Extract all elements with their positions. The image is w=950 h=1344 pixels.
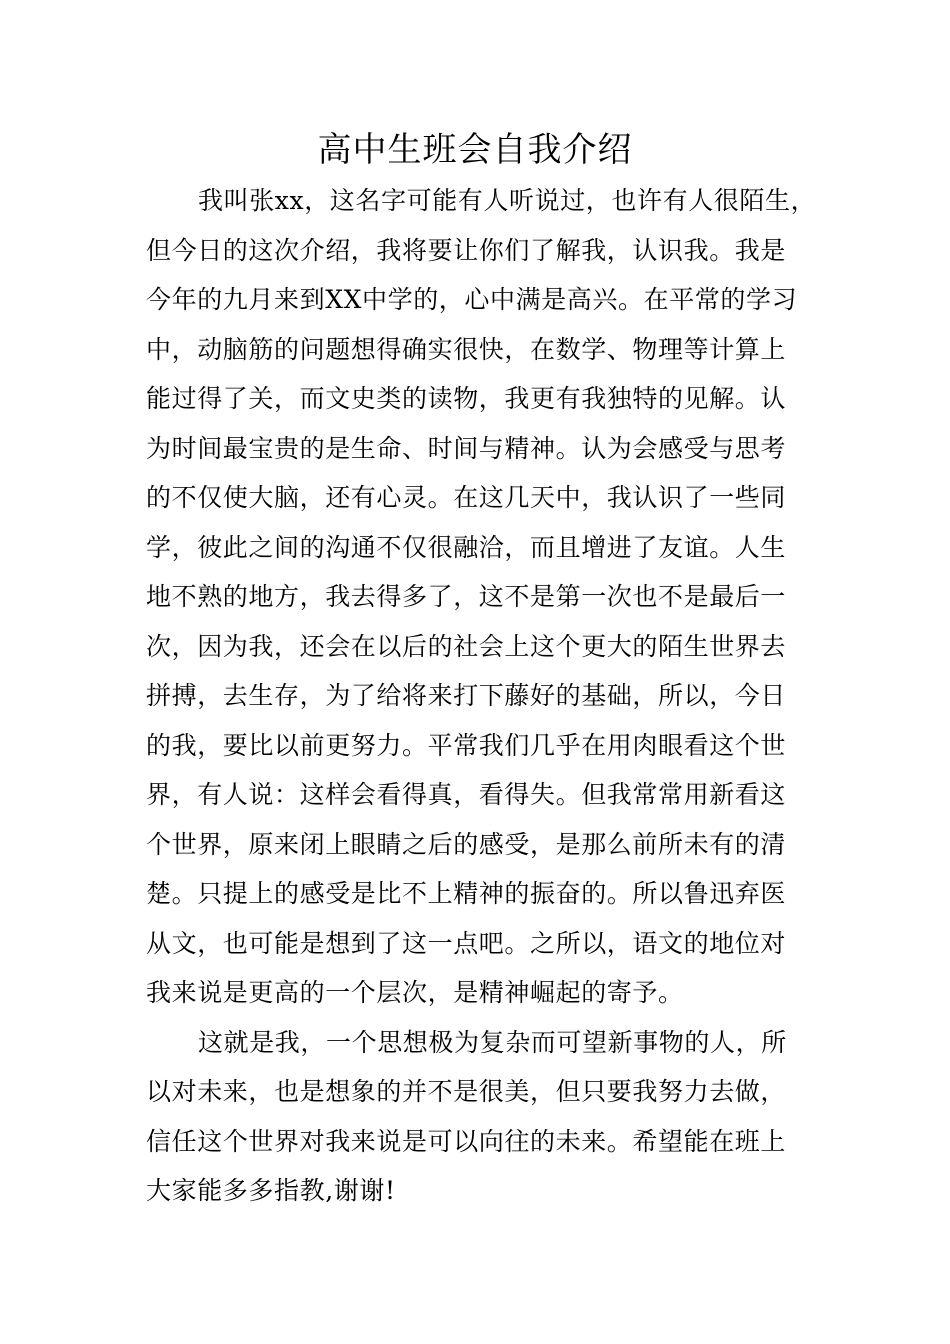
paragraph-line: 信任这个世界对我来说是可以向往的未来。希望能在班上: [146, 1126, 787, 1156]
paragraph-line: 我叫张xx，这名字可能有人听说过，也许有人很陌生，: [198, 186, 817, 215]
paragraph-line: 能过得了关，而文史类的读物，我更有我独特的见解。认: [146, 384, 787, 413]
paragraph-line: 个世界，原来闭上眼睛之后的感受，是那么前所未有的清: [146, 829, 787, 859]
paragraph-line: 学，彼此之间的沟通不仅很融洽，而且增进了友谊。人生: [146, 532, 787, 562]
document-title: 高中生班会自我介绍: [317, 130, 633, 170]
paragraph-line: 中，动脑筋的问题想得确实很快，在数学、物理等计算上: [146, 334, 787, 364]
document-body: [146, 176, 817, 1216]
paragraph-line: 以对未来，也是想象的并不是很美，但只要我努力去做，: [146, 1077, 787, 1106]
paragraph-line: 我来说是更高的一个层次，是精神崛起的寄予。: [146, 978, 684, 1007]
paragraph-line: 界，有人说：这样会看得真，看得失。但我常常用新看这: [146, 780, 787, 809]
paragraph-line: 今年的九月来到XX中学的，心中满是高兴。在平常的学习: [146, 285, 798, 314]
paragraph-line: 为时间最宝贵的是生命、时间与精神。认为会感受与思考: [146, 433, 787, 463]
paragraph-line: 楚。只提上的感受是比不上精神的振奋的。所以鲁迅弃医: [146, 879, 787, 908]
paragraph-line: 的不仅使大脑，还有心灵。在这几天中，我认识了一些同: [146, 483, 787, 512]
paragraph-line: 的我，要比以前更努力。平常我们几乎在用肉眼看这个世: [146, 730, 787, 760]
paragraph-line: 地不熟的地方，我去得多了，这不是第一次也不是最后一: [146, 582, 787, 611]
paragraph-line: 大家能多多指教,谢谢!: [146, 1176, 396, 1205]
paragraph-line: 拼搏，去生存，为了给将来打下藤好的基础，所以，今日: [146, 681, 787, 710]
paragraph-line: 从文，也可能是想到了这一点吧。之所以，语文的地位对: [146, 928, 787, 958]
paragraph-line: 但今日的这次介绍，我将要让你们了解我，认识我。我是: [146, 235, 787, 265]
paragraph-line: 这就是我，一个思想极为复杂而可望新事物的人，所: [198, 1027, 787, 1057]
paragraph-line: 次，因为我，还会在以后的社会上这个更大的陌生世界去: [146, 631, 787, 661]
